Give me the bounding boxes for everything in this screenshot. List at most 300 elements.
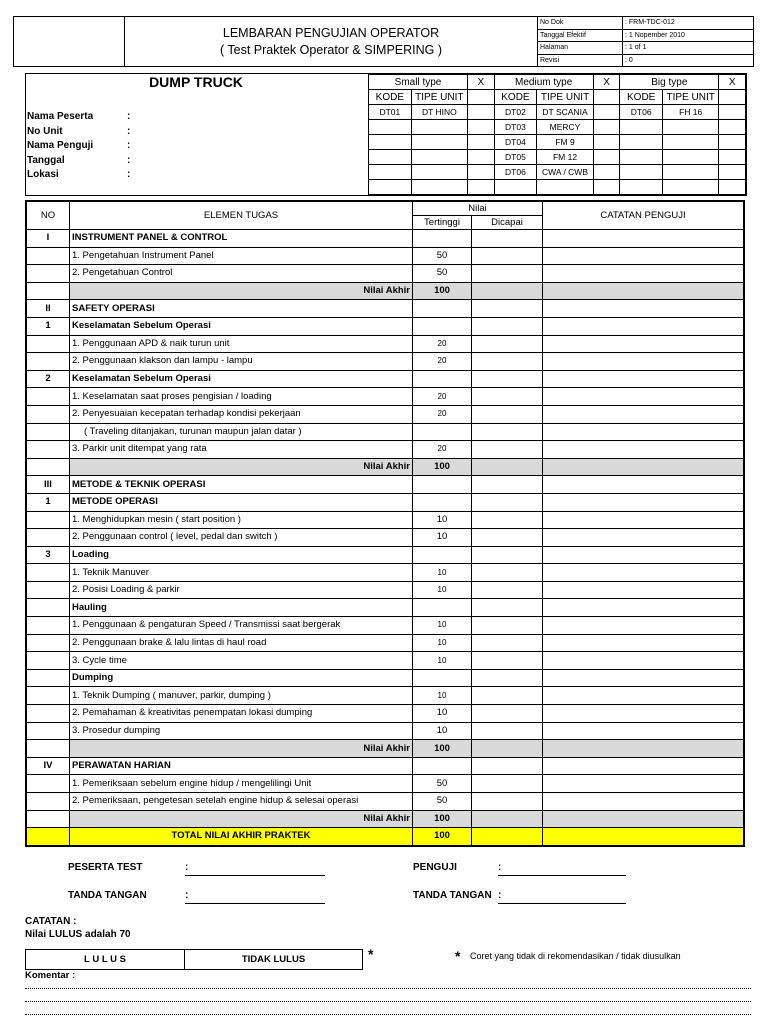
row-element: 1. Menghidupkan mesin ( start position ) [70,511,413,529]
row-max-score: 10 [413,705,472,723]
colon: : [498,862,502,873]
table-row [26,317,744,335]
vehicle-cell [663,120,719,135]
table-row [26,529,744,547]
row-element: 1. Penggunaan APD & naik turun unit [70,335,413,353]
info-colon: : [127,125,131,137]
row-number [26,335,70,353]
vehicle-cell: DT02 [494,105,537,120]
peserta-signature-line[interactable] [185,875,325,876]
vehicle-cell: DT04 [494,135,537,150]
table-row [26,705,744,723]
row-max-score: 20 [413,441,472,459]
table-row [26,300,744,318]
row-number: 1 [26,317,70,335]
row-achieved-score[interactable] [472,828,543,846]
row-number [26,458,70,476]
row-achieved-score[interactable] [472,370,543,388]
info-label: No Unit [27,125,63,137]
table-row [26,687,744,705]
table-row [26,775,744,793]
row-max-score: 100 [413,282,472,300]
info-field[interactable] [27,139,131,154]
row-max-score: 10 [413,617,472,635]
row-examiner-notes[interactable] [543,282,745,300]
header-no: NO [26,201,70,230]
row-achieved-score[interactable] [472,687,543,705]
row-examiner-notes[interactable] [543,546,745,564]
row-achieved-score[interactable] [472,317,543,335]
peserta-tanda-tangan-line[interactable] [185,903,325,904]
document-title [125,17,538,67]
table-row [26,740,744,758]
big-type-mark[interactable]: X [719,75,746,90]
vehicle-row [369,150,746,165]
row-examiner-notes[interactable] [543,335,745,353]
vehicle-cell: DT06 [620,105,663,120]
row-number [26,564,70,582]
row-achieved-score[interactable] [472,529,543,547]
table-row [26,722,744,740]
row-achieved-score[interactable] [472,669,543,687]
row-achieved-score[interactable] [472,476,543,494]
row-element: 2. Pengetahuan Control [70,265,413,283]
header-nilai: Nilai [413,201,543,216]
row-number [26,282,70,300]
vehicle-cell: DT HINO [411,105,467,120]
table-row [26,458,744,476]
row-max-score: 20 [413,388,472,406]
col-tipe-unit: TIPE UNIT [663,90,719,105]
result-box [25,949,363,970]
row-examiner-notes[interactable] [543,476,745,494]
row-max-score: 20 [413,353,472,371]
header-catatan-penguji: CATATAN PENGUJI [543,201,745,230]
row-examiner-notes[interactable] [543,581,745,599]
row-number [26,511,70,529]
vehicle-cell: DT SCANIA [537,105,593,120]
row-examiner-notes[interactable] [543,353,745,371]
meta-label: Tanggal Efektif [538,29,623,42]
big-type-label: Big type [620,75,719,90]
penguji-tanda-tangan-line[interactable] [498,903,626,904]
meta-value: : 0 [623,54,754,67]
row-element: TOTAL NILAI AKHIR PRAKTEK [70,828,413,846]
row-examiner-notes[interactable] [543,757,745,775]
row-achieved-score[interactable] [472,458,543,476]
row-max-score: 10 [413,722,472,740]
row-element: 2. Penggunaan control ( level, pedal dan switch ) [70,529,413,547]
info-field[interactable] [27,125,131,140]
table-row [26,335,744,353]
row-examiner-notes[interactable] [543,265,745,283]
row-max-score [413,300,472,318]
table-row [26,617,744,635]
vehicle-section [25,73,747,196]
row-element: 3. Parkir unit ditempat yang rata [70,441,413,459]
row-number [26,405,70,423]
row-element: INSTRUMENT PANEL & CONTROL [70,230,413,248]
row-number [26,775,70,793]
table-row [26,476,744,494]
document-header [13,16,754,67]
table-row [26,810,744,828]
table-row [26,828,744,846]
meta-label: No Dok [538,17,623,30]
meta-value: : 1 Nopember 2010 [623,29,754,42]
row-number: III [26,476,70,494]
vehicle-cell: MERCY [537,120,593,135]
row-number [26,705,70,723]
row-examiner-notes[interactable] [543,828,745,846]
row-number: 3 [26,546,70,564]
row-number: I [26,230,70,248]
table-row [26,599,744,617]
row-max-score: 50 [413,793,472,811]
row-number [26,581,70,599]
row-number [26,441,70,459]
row-number [26,810,70,828]
row-element: PERAWATAN HARIAN [70,757,413,775]
row-achieved-score[interactable] [472,441,543,459]
vehicle-cell [620,135,663,150]
info-field[interactable] [27,154,131,169]
row-element: 2. Pemeriksaan, pengetesan setelah engine hidup & selesai operasi [70,793,413,811]
tanda-tangan-label: TANDA TANGAN [68,890,147,901]
row-achieved-score[interactable] [472,793,543,811]
row-max-score: 100 [413,810,472,828]
row-examiner-notes[interactable] [543,423,745,441]
vehicle-row [369,135,746,150]
row-max-score: 50 [413,775,472,793]
row-max-score: 100 [413,828,472,846]
medium-type-label: Medium type [494,75,593,90]
row-number [26,828,70,846]
row-element: Nilai Akhir [70,458,413,476]
table-row [26,793,744,811]
vehicle-title: DUMP TRUCK [149,74,243,90]
row-examiner-notes[interactable] [543,405,745,423]
table-row [26,581,744,599]
penguji-signature-line[interactable] [498,875,626,876]
info-field[interactable] [27,168,131,183]
row-max-score [413,370,472,388]
small-type-mark[interactable]: X [468,75,495,90]
row-number [26,265,70,283]
row-number [26,722,70,740]
row-max-score: 10 [413,529,472,547]
col-kode: KODE [369,90,412,105]
row-element: 2. Penggunaan klakson dan lampu - lampu [70,353,413,371]
table-row [26,282,744,300]
row-achieved-score[interactable] [472,757,543,775]
row-examiner-notes[interactable] [543,793,745,811]
catatan-label: CATATAN : [25,916,77,927]
row-max-score: 100 [413,458,472,476]
row-examiner-notes[interactable] [543,722,745,740]
row-max-score: 10 [413,652,472,670]
row-achieved-score[interactable] [472,282,543,300]
row-examiner-notes[interactable] [543,740,745,758]
row-examiner-notes[interactable] [543,775,745,793]
row-achieved-score[interactable] [472,230,543,248]
col-tipe-unit: TIPE UNIT [411,90,467,105]
row-number [26,353,70,371]
table-row [26,265,744,283]
table-row [26,423,744,441]
penguji-label: PENGUJI [413,862,457,873]
asterisk: * [368,946,374,962]
nilai-lulus-note: Nilai LULUS adalah 70 [25,929,131,940]
col-tipe-unit: TIPE UNIT [537,90,593,105]
row-max-score [413,493,472,511]
row-element: 2. Penyesuaian kecepatan terhadap kondisi pekerjaan [70,405,413,423]
col-kode: KODE [620,90,663,105]
row-number [26,687,70,705]
table-row [26,247,744,265]
row-number [26,423,70,441]
lulus-option[interactable]: L U L U S [26,950,185,970]
table-row [26,405,744,423]
row-element: 1. Teknik Manuver [70,564,413,582]
row-examiner-notes[interactable] [543,599,745,617]
info-colon: : [127,111,131,122]
row-element: METODE & TEKNIK OPERASI [70,476,413,494]
row-number [26,740,70,758]
row-element: Loading [70,546,413,564]
vehicle-cell: DT06 [494,165,537,180]
row-examiner-notes[interactable] [543,687,745,705]
row-element: 2. Pemahaman & kreativitas penempatan lokasi dumping [70,705,413,723]
row-element: Nilai Akhir [70,810,413,828]
row-max-score: 50 [413,247,472,265]
meta-label: Halaman [538,42,623,55]
table-row [26,441,744,459]
row-examiner-notes[interactable] [543,370,745,388]
row-element: Nilai Akhir [70,740,413,758]
row-achieved-score[interactable] [472,388,543,406]
row-element: 1. Keselamatan saat proses pengisian / loading [70,388,413,406]
row-examiner-notes[interactable] [543,564,745,582]
table-row [26,634,744,652]
vehicle-cell [369,165,412,180]
info-field[interactable] [27,110,131,125]
row-number [26,793,70,811]
colon: : [498,890,502,901]
row-element: 3. Cycle time [70,652,413,670]
row-number [26,529,70,547]
participant-info [27,110,131,183]
vehicle-type-table [368,74,746,195]
row-examiner-notes[interactable] [543,441,745,459]
row-achieved-score[interactable] [472,353,543,371]
row-element: 2. Posisi Loading & parkir [70,581,413,599]
table-row [26,353,744,371]
row-element: Keselamatan Sebelum Operasi [70,317,413,335]
table-row [26,669,744,687]
vehicle-cell [369,135,412,150]
table-row [26,652,744,670]
row-max-score: 10 [413,511,472,529]
row-achieved-score[interactable] [472,405,543,423]
meta-value: : FRM-TDC-012 [623,17,754,30]
row-examiner-notes[interactable] [543,810,745,828]
row-examiner-notes[interactable] [543,247,745,265]
row-achieved-score[interactable] [472,599,543,617]
row-number: IV [26,757,70,775]
row-element: METODE OPERASI [70,493,413,511]
row-max-score: 10 [413,581,472,599]
table-row [26,757,744,775]
vehicle-cell [663,135,719,150]
row-achieved-score[interactable] [472,265,543,283]
komentar-line[interactable] [25,1001,751,1002]
asterisk: * [455,948,461,964]
row-element: 1. Teknik Dumping ( manuver, parkir, dumping ) [70,687,413,705]
table-row [26,230,744,248]
row-element: 3. Prosedur dumping [70,722,413,740]
logo-cell [14,17,125,67]
row-examiner-notes[interactable] [543,652,745,670]
row-number [26,388,70,406]
info-label: Lokasi [27,169,59,180]
vehicle-cell [663,150,719,165]
row-achieved-score[interactable] [472,335,543,353]
row-achieved-score[interactable] [472,423,543,441]
row-achieved-score[interactable] [472,493,543,511]
row-max-score [413,546,472,564]
table-row [26,493,744,511]
vehicle-row [369,120,746,135]
col-kode: KODE [494,90,537,105]
row-max-score: 50 [413,265,472,283]
row-number [26,652,70,670]
row-number [26,599,70,617]
row-achieved-score[interactable] [472,810,543,828]
info-colon: : [127,140,131,151]
row-examiner-notes[interactable] [543,705,745,723]
table-row [26,511,744,529]
header-tertinggi: Tertinggi [413,216,472,230]
row-examiner-notes[interactable] [543,388,745,406]
row-number: II [26,300,70,318]
vehicle-cell: FM 12 [537,150,593,165]
row-achieved-score[interactable] [472,564,543,582]
title-line-2: ( Test Praktek Operator & SIMPERING ) [219,42,443,57]
row-number [26,634,70,652]
vehicle-cell [411,120,467,135]
row-achieved-score[interactable] [472,775,543,793]
row-max-score [413,669,472,687]
row-examiner-notes[interactable] [543,230,745,248]
row-element: 2. Penggunaan brake & lalu lintas di haul road [70,634,413,652]
row-max-score: 10 [413,634,472,652]
row-achieved-score[interactable] [472,511,543,529]
row-max-score [413,476,472,494]
vehicle-row [369,105,746,120]
row-examiner-notes[interactable] [543,317,745,335]
row-achieved-score[interactable] [472,247,543,265]
vehicle-cell [620,120,663,135]
row-achieved-score[interactable] [472,546,543,564]
vehicle-cell: FM 9 [537,135,593,150]
row-achieved-score[interactable] [472,722,543,740]
medium-type-mark[interactable]: X [593,75,620,90]
row-achieved-score[interactable] [472,634,543,652]
table-row [26,388,744,406]
row-achieved-score[interactable] [472,300,543,318]
komentar-line[interactable] [25,1014,751,1015]
row-examiner-notes[interactable] [543,300,745,318]
tanda-tangan-label: TANDA TANGAN [413,890,492,901]
row-examiner-notes[interactable] [543,493,745,511]
vehicle-cell [620,165,663,180]
row-max-score: 20 [413,405,472,423]
title-line-1: LEMBARAN PENGUJIAN OPERATOR [222,25,440,40]
info-colon: : [127,169,131,180]
row-achieved-score[interactable] [472,581,543,599]
row-examiner-notes[interactable] [543,617,745,635]
row-max-score: 10 [413,687,472,705]
row-number: 2 [26,370,70,388]
tidak-lulus-option[interactable]: TIDAK LULUS [185,950,363,970]
row-element: 1. Pengetahuan Instrument Panel [70,247,413,265]
info-label: Tanggal [27,154,65,166]
row-achieved-score[interactable] [472,705,543,723]
header-dicapai: Dicapai [472,216,543,230]
row-max-score: 20 [413,335,472,353]
row-max-score [413,230,472,248]
header-elemen-tugas: ELEMEN TUGAS [70,201,413,230]
evaluation-table [25,200,745,847]
row-examiner-notes[interactable] [543,529,745,547]
vehicle-cell: FH 16 [663,105,719,120]
vehicle-cell: DT03 [494,120,537,135]
table-row [26,546,744,564]
row-max-score: 10 [413,564,472,582]
row-achieved-score[interactable] [472,652,543,670]
row-element: Keselamatan Sebelum Operasi [70,370,413,388]
row-max-score [413,757,472,775]
vehicle-cell: CWA / CWB [537,165,593,180]
vehicle-cell [663,165,719,180]
table-row [26,564,744,582]
row-max-score [413,317,472,335]
vehicle-cell [411,150,467,165]
komentar-line[interactable] [25,988,751,989]
vehicle-cell [411,135,467,150]
colon: : [185,862,189,873]
row-element: Dumping [70,669,413,687]
row-element: 1. Penggunaan & pengaturan Speed / Transmissi saat bergerak [70,617,413,635]
row-examiner-notes[interactable] [543,669,745,687]
row-element: Nilai Akhir [70,282,413,300]
peserta-test-label: PESERTA TEST [68,862,143,873]
meta-label: Revisi [538,54,623,67]
row-examiner-notes[interactable] [543,458,745,476]
row-examiner-notes[interactable] [543,511,745,529]
colon: : [185,890,189,901]
row-element: SAFETY OPERASI [70,300,413,318]
row-number [26,669,70,687]
vehicle-cell [369,120,412,135]
row-element: ( Traveling ditanjakan, turunan maupun jalan datar ) [70,423,413,441]
row-examiner-notes[interactable] [543,634,745,652]
komentar-label: Komentar : [25,970,76,981]
row-achieved-score[interactable] [472,617,543,635]
row-achieved-score[interactable] [472,740,543,758]
row-number [26,247,70,265]
